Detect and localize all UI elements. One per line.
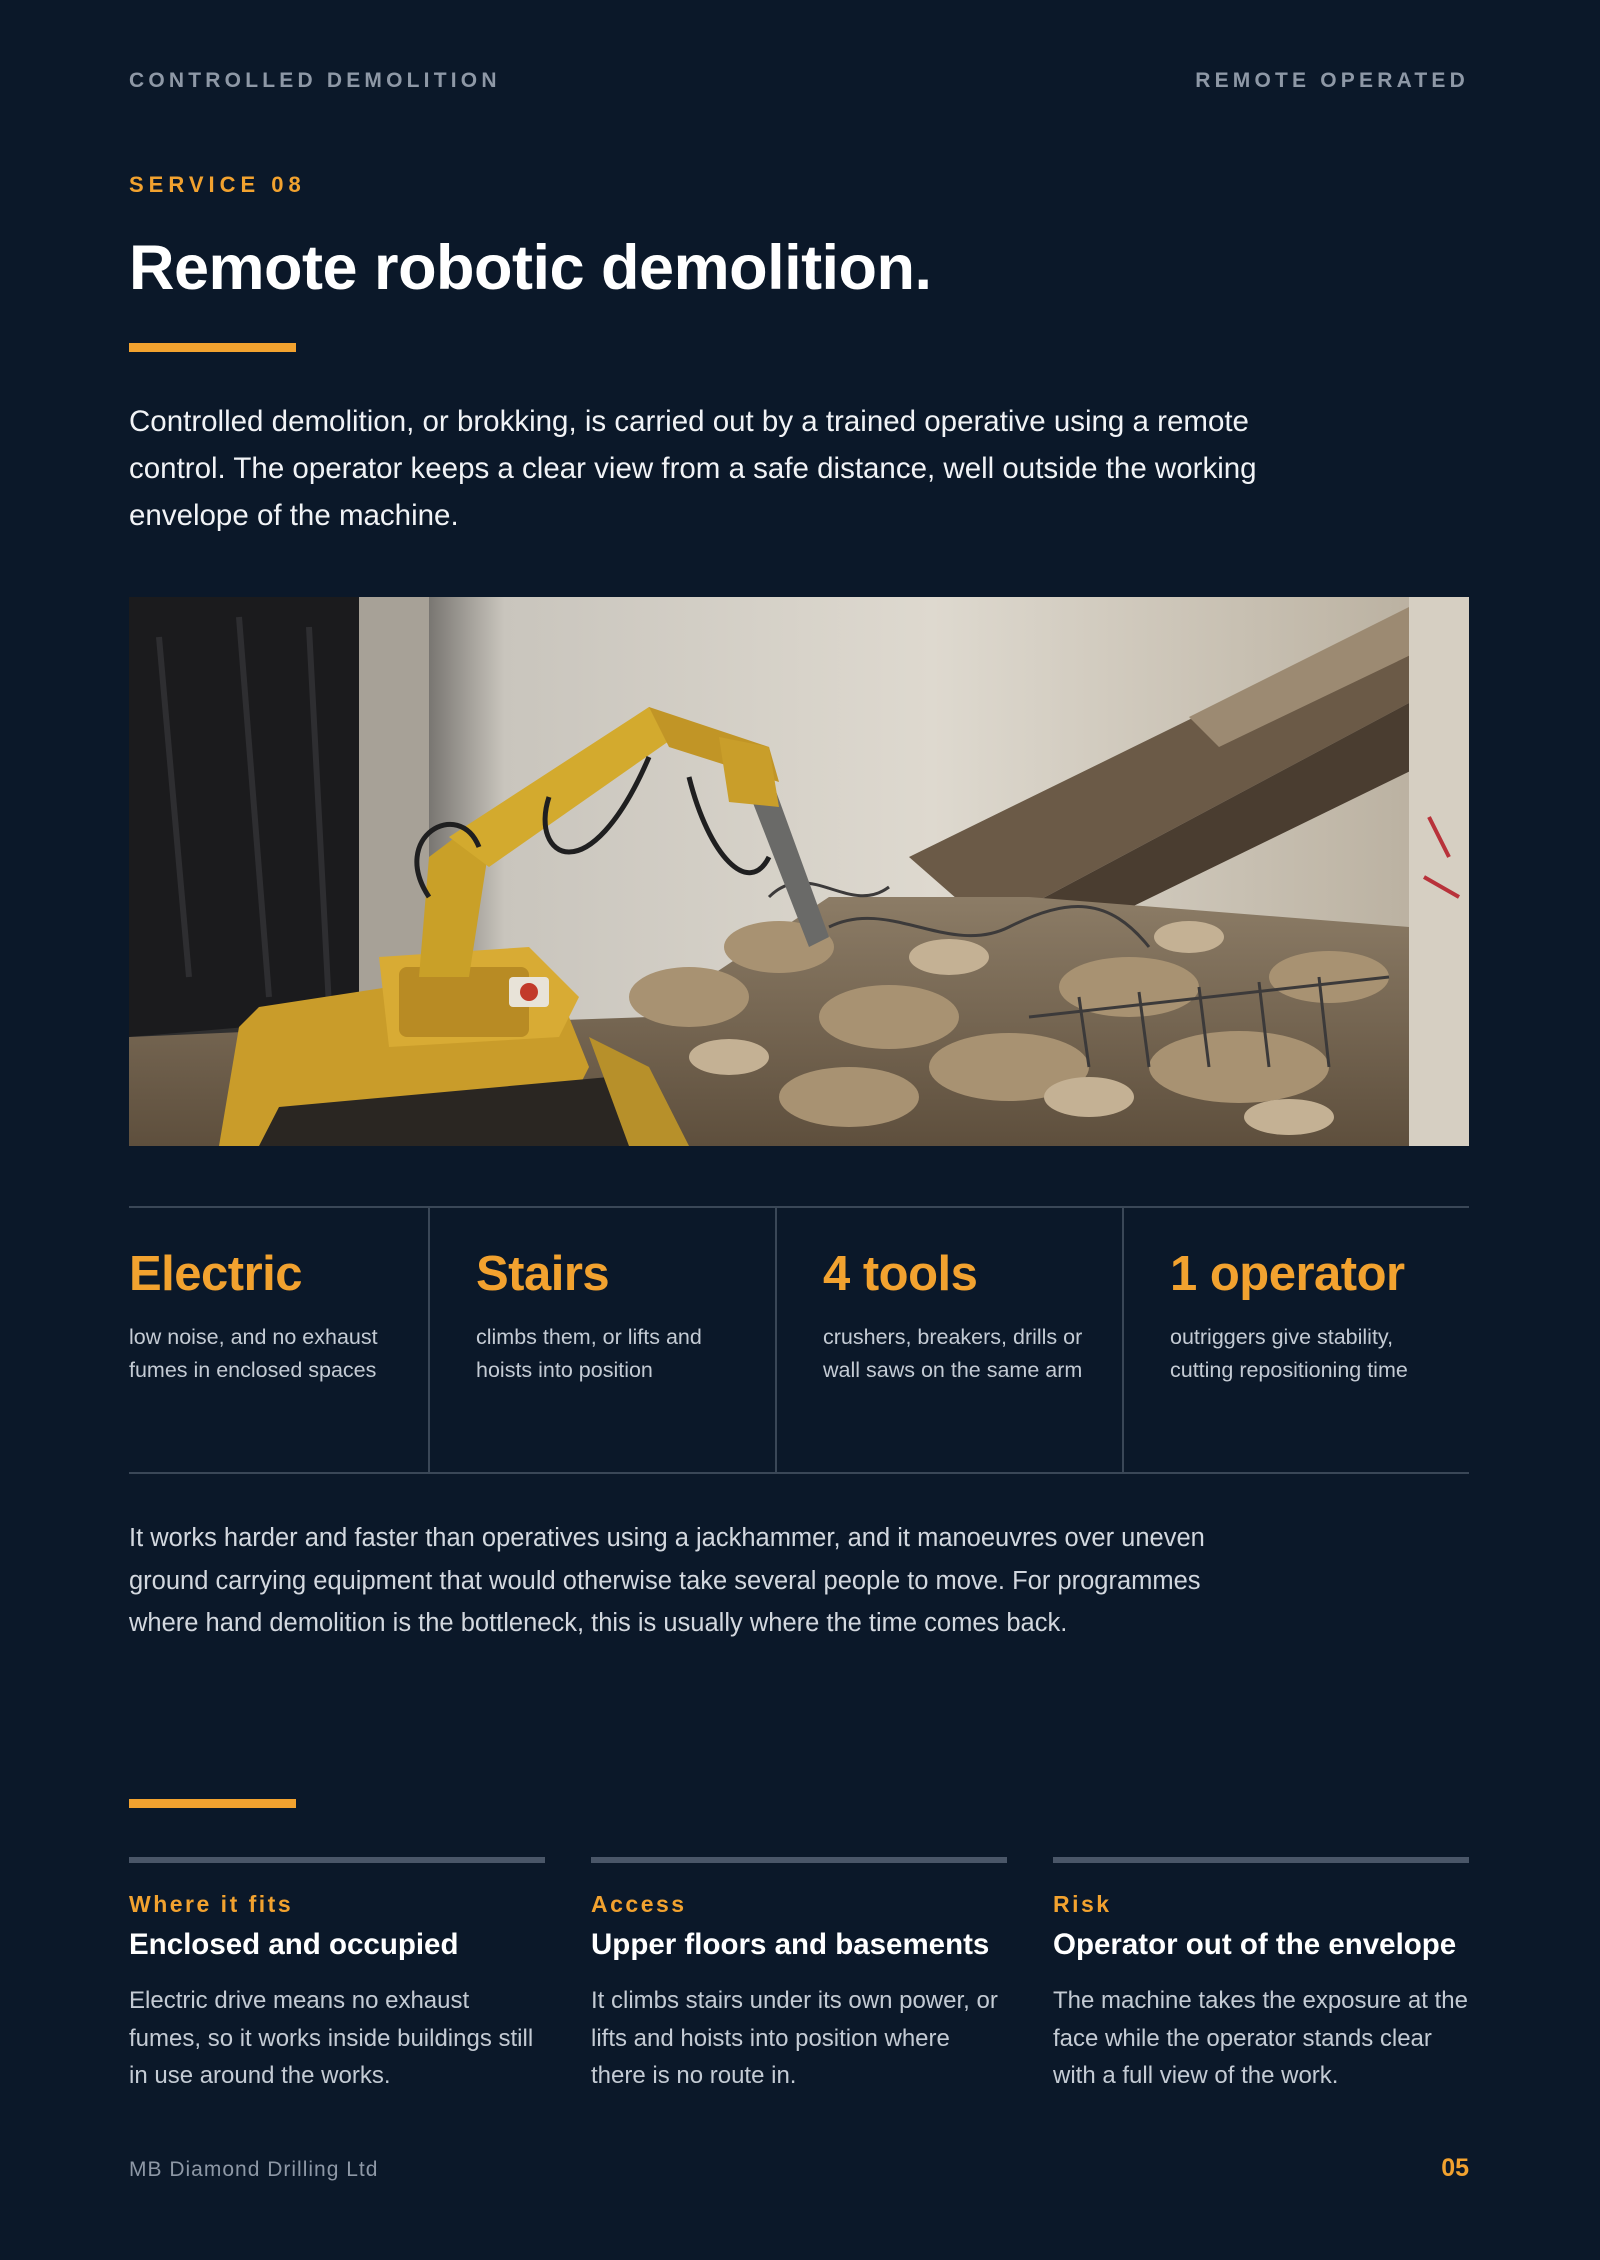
card-kicker: Where it fits [129, 1891, 294, 1917]
card-text: Electric drive means no exhaust fumes, so it works inside buildings still in use around the works. [129, 1987, 534, 2089]
demolition-robot-illustration [129, 597, 1469, 1146]
stat-stairs [428, 1208, 775, 1472]
stats-row [129, 1206, 1469, 1474]
feature-cards [129, 1857, 1469, 2095]
service-label: SERVICE 08 [129, 172, 306, 197]
title-accent-bar [129, 343, 296, 352]
stat-value: 4 tools [823, 1247, 978, 1301]
stat-operator [1122, 1208, 1469, 1472]
stat-description: climbs them, or lifts and hoists into position [476, 1325, 702, 1382]
card-kicker: Risk [1053, 1891, 1112, 1917]
card-where-it-fits [129, 1857, 545, 2095]
body-paragraph: It works harder and faster than operatives using a jackhammer, and it manoeuvres over uneven ground carrying equipment that would otherwise take several people to move. For programmes where hand demolition is the bottleneck, this is usually where the time comes back. [129, 1524, 1205, 1637]
intro-paragraph: Controlled demolition, or brokking, is carried out by a trained operative using a remote control. The operator keeps a clear view from a safe distance, well outside the working envelope of the machine. [129, 405, 1257, 532]
stat-description: outriggers give stability, cutting repositioning time [1170, 1325, 1408, 1382]
page-number: 05 [1441, 2154, 1469, 2182]
stat-electric [129, 1208, 428, 1472]
card-title: Upper floors and basements [591, 1928, 990, 1961]
card-access [591, 1857, 1007, 2095]
card-text: The machine takes the exposure at the face while the operator stands clear with a full view of the work. [1053, 1987, 1468, 2089]
page-title: Remote robotic demolition. [129, 233, 932, 303]
hero-photo [129, 597, 1469, 1146]
stat-value: Electric [129, 1247, 303, 1301]
stat-tools [775, 1208, 1122, 1472]
page [129, 0, 1469, 2260]
header-category: CONTROLLED DEMOLITION [129, 69, 501, 92]
stat-value: 1 operator [1170, 1247, 1405, 1301]
card-kicker: Access [591, 1891, 687, 1917]
stat-description: crushers, breakers, drills or wall saws on the same arm [823, 1325, 1083, 1382]
card-risk [1053, 1857, 1469, 2095]
card-title: Enclosed and occupied [129, 1928, 459, 1961]
card-text: It climbs stairs under its own power, or lifts and hoists into position where there is no route in. [591, 1987, 998, 2089]
company-name: MB Diamond Drilling Ltd [129, 2158, 379, 2181]
header-tag: REMOTE OPERATED [1195, 69, 1469, 92]
card-title: Operator out of the envelope [1053, 1928, 1457, 1961]
stat-value: Stairs [476, 1247, 610, 1301]
stat-description: low noise, and no exhaust fumes in enclosed spaces [129, 1325, 378, 1382]
section-accent-bar [129, 1799, 296, 1808]
